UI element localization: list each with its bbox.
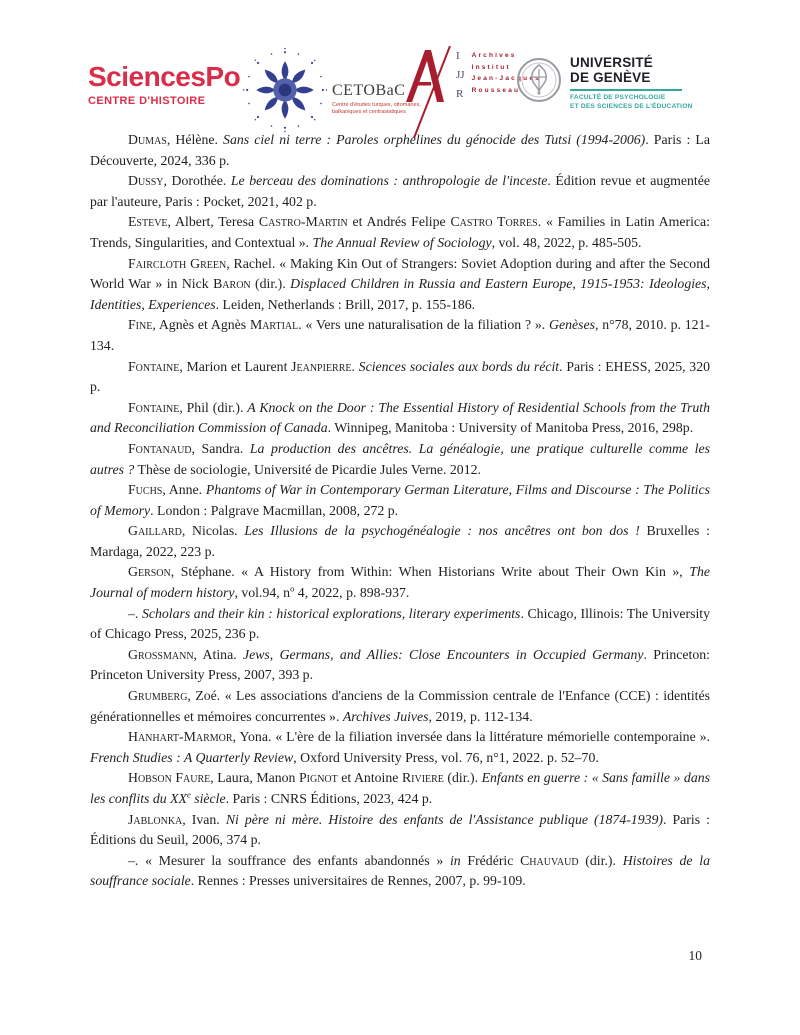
- bibliography-entry: –. « Mesurer la souffrance des enfants abandonnés » in Frédéric Chauvaud (dir.). Histoires de la souffrance sociale. Rennes : Presses universitaires de Rennes, 2007, p. 99-109.: [90, 852, 710, 889]
- cetobac-logo: [240, 45, 421, 135]
- unige-divider: [570, 89, 682, 91]
- cetobac-wordmark: CETOBaC: [332, 82, 406, 99]
- bibliography-entry: Fontaine, Marion et Laurent Jeanpierre. Sciences sociales aux bords du récit. Paris : EHESS, 2025, 320 p.: [90, 358, 710, 395]
- bibliography: [90, 130, 710, 892]
- bibliography-entry: Grossmann, Atina. Jews, Germans, and Allies: Close Encounters in Occupied Germany. Princeton: Princeton University Press, 2007, 393 p.: [90, 646, 710, 683]
- sciencespo-subtitle: CENTRE D'HISTOIRE: [88, 95, 206, 107]
- unige-text: [570, 55, 692, 111]
- cetobac-subtitle: Centre d'études turques, ottomanes, balkaniques et centrasiatiques: [332, 102, 421, 115]
- bibliography-entry: Fontaine, Phil (dir.). A Knock on the Door : The Essential History of Residential Schools from the Truth and Reconciliation Commission of Canada. Winnipeg, Manitoba : University of Manitoba Press, 2016, 298p.: [90, 399, 711, 436]
- bibliography-entry: Jablonka, Ivan. Ni père ni mère. Histoire des enfants de l'Assistance publique (1874-1939). Paris : Éditions du Seuil, 2006, 374 p.: [90, 811, 711, 848]
- unige-wordmark: UNIVERSITÉ DE GENÈVE: [570, 55, 654, 85]
- bibliography-entry: Grumberg, Zoé. « Les associations d'anciens de la Commission centrale de l'Enfance (CCE) : identités générationnelles et mémoires concurrentes ». Archives Juives, 2019, p. 112-134.: [90, 688, 710, 724]
- bibliography-entry: Hanhart-Marmor, Yona. « L'ère de la filiation inversée dans la littérature mémorielle contemporaine ». French Studies : A Quarterly Review, Oxford University Press, vol. 76, n°1, 2022. p. 52–70.: [90, 729, 710, 765]
- unige-faculty: FACULTÉ DE PSYCHOLOGIE ET DES SCIENCES DE L'ÉDUCATION: [570, 94, 693, 110]
- aijr-monogram-icon: [398, 46, 454, 138]
- unige-logo: [516, 55, 692, 111]
- bibliography-entry: Dumas, Hélène. Sans ciel ni terre : Paroles orphelines du génocide des Tutsi (1994-2006). Paris : La Découverte, 2024, 336 p.: [90, 132, 710, 168]
- bibliography-entry: Fontanaud, Sandra. La production des ancêtres. La généalogie, une pratique culturelle comme les autres ? Thèse de sociologie, Université de Picardie Jules Verne. 2012.: [90, 440, 711, 477]
- bibliography-entry: –. Scholars and their kin : historical explorations, literary experiments. Chicago, Illinois: The University of Chicago Press, 2025, 236 p.: [90, 605, 711, 642]
- sciencespo-logo: [88, 62, 240, 107]
- bibliography-entry: Esteve, Albert, Teresa Castro-Martin et Andrés Felipe Castro Torres. « Families in Latin America: Trends, Singularities, and Contextual ». The Annual Review of Sociology, vol. 48, 2022, p. 485-505.: [90, 214, 711, 250]
- cetobac-star-icon: [240, 45, 330, 135]
- page-number: 10: [688, 948, 702, 963]
- bibliography-entry: Dussy, Dorothée. Le berceau des dominations : anthropologie de l'inceste. Édition revue et augmentée par l'auteure, Paris : Pocket, 2021, 402 p.: [90, 173, 710, 209]
- aijr-letters: I JJ R: [456, 50, 465, 100]
- bibliography-entry: Gerson, Stéphane. « A History from Within: When Historians Write about Their Own Kin », The Journal of modern history, vol.94, $n^o$ 4, 2022, p. 898-937.: [90, 564, 710, 601]
- bibliography-entry: Faircloth Green, Rachel. « Making Kin Out of Strangers: Soviet Adoption during and after the Second World War » in Nick Baron (dir.). Displaced Children in Russia and Eastern Europe, 1915-1953: Ideologies, Identities, Experiences. Leiden, Netherlands : Brill, 2017, p. 155-186.: [90, 255, 710, 312]
- bibliography-entry: Fine, Agnès et Agnès Martial. « Vers une naturalisation de la filiation ? ». Genèses, n°78, 2010. p. 121-134.: [90, 317, 711, 353]
- unige-seal-icon: [516, 57, 562, 103]
- bibliography-entry: Fuchs, Anne. Phantoms of War in Contemporary German Literature, Films and Discourse : The Politics of Memory. London : Palgrave Macmillan, 2008, 272 p.: [90, 482, 711, 518]
- logo-header: [88, 45, 730, 140]
- aijr-wordmark: Archives Institut Jean-Jacques Rousseau: [471, 52, 541, 94]
- sciencespo-wordmark: SciencesPo: [88, 61, 241, 92]
- bibliography-entry: Hobson Faure, Laura, Manon Pignot et Antoine Riviere (dir.). Enfants en guerre : « Sans famille » dans les conflits du XXe siècle. Paris : CNRS Éditions, 2023, 424 p.: [90, 770, 710, 806]
- bibliography-entry: Gaillard, Nicolas. Les Illusions de la psychogénéalogie : nos ancêtres ont bon dos ! Bruxelles : Mardaga, 2022, 223 p.: [90, 523, 710, 559]
